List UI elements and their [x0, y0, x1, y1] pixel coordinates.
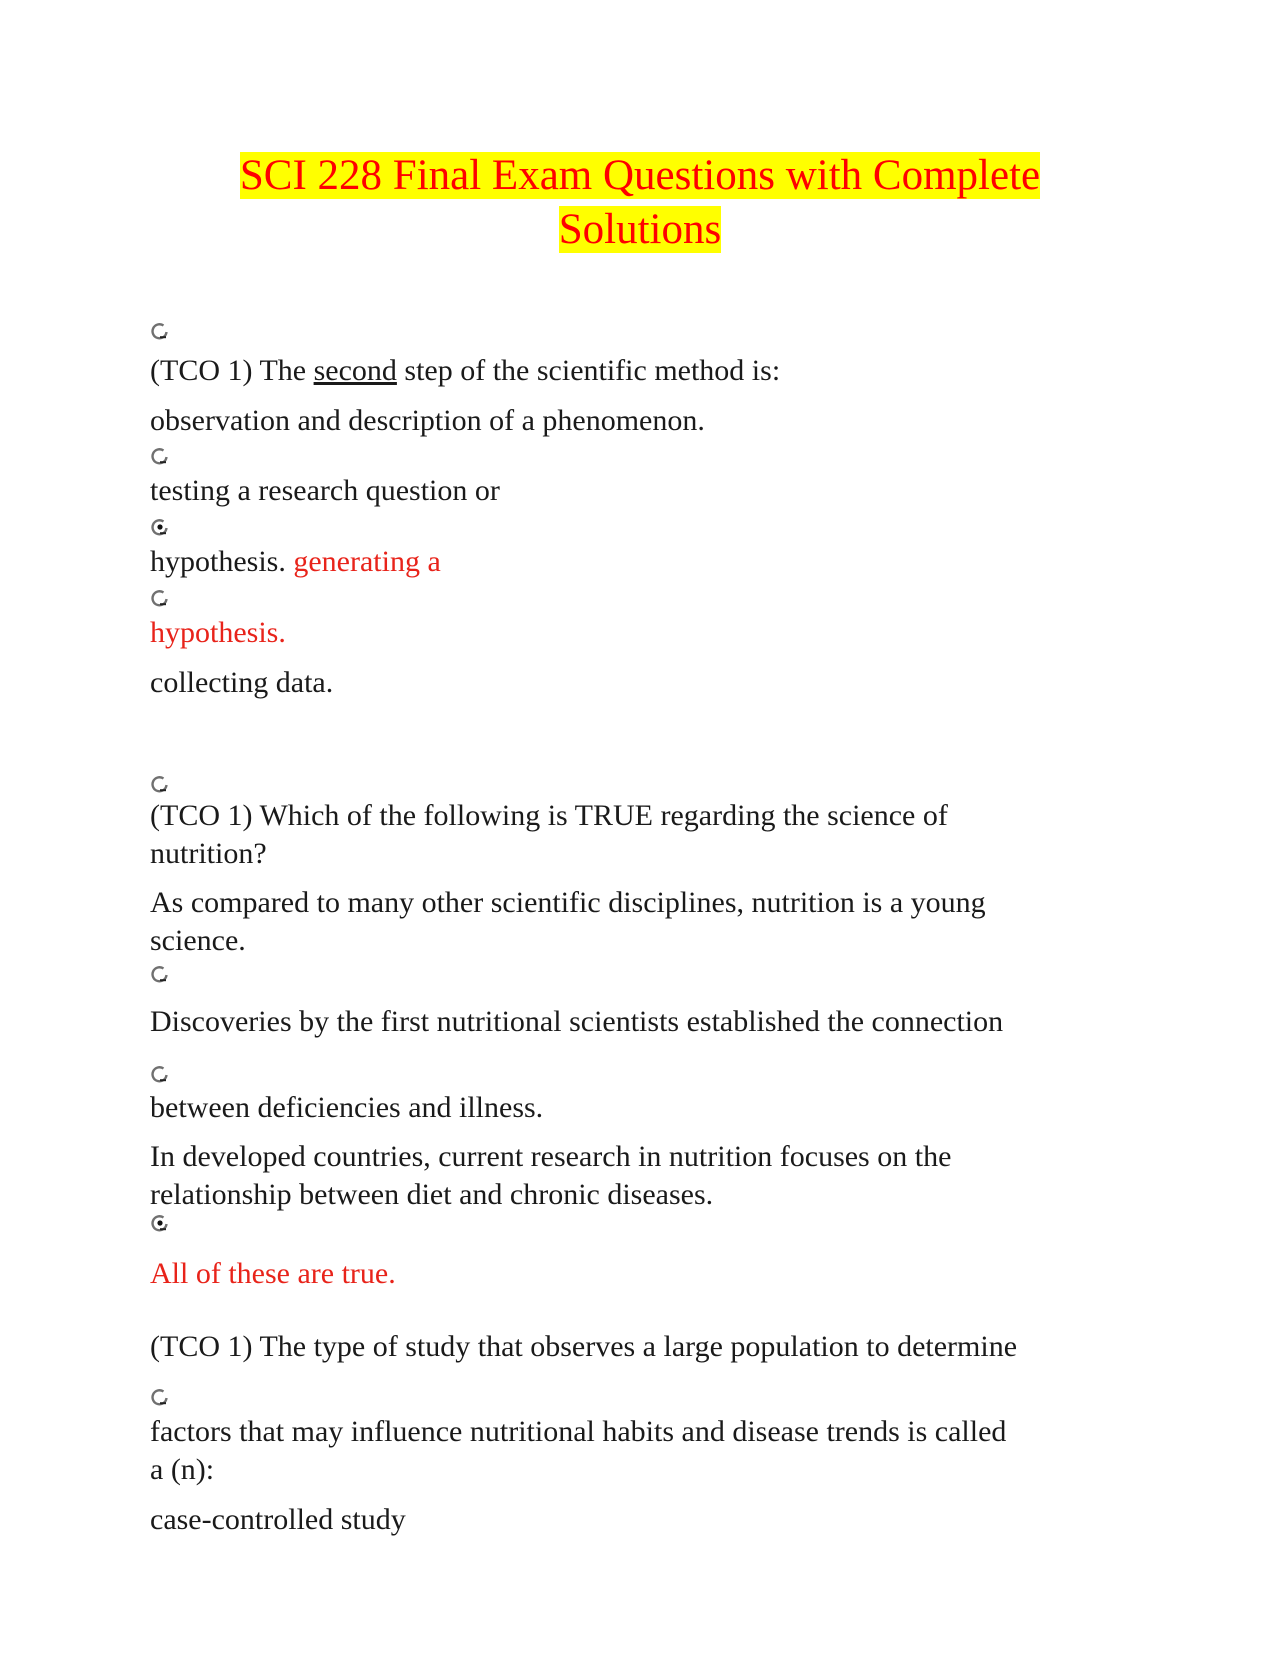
q1-correct-answer: generating a: [293, 545, 441, 578]
page-title-continued: Solutions: [558, 206, 722, 253]
radio-empty-icon[interactable]: [151, 447, 169, 465]
question-3-stem: (TCO 1) The type of study that observes a large population to determine: [150, 1330, 1018, 1363]
question-2-stem-continued: nutrition?: [150, 837, 267, 870]
q1-option-d: collecting data.: [150, 666, 334, 699]
question-3-stem-line2: factors that may influence nutritional habits and disease trends is called: [150, 1415, 1007, 1448]
radio-empty-icon[interactable]: [151, 965, 169, 983]
q2-option-b-line1: Discoveries by the first nutritional scientists established the connection: [150, 1005, 1004, 1038]
q2-option-c-line1: In developed countries, current research in nutrition focuses on the: [150, 1140, 952, 1173]
q1-option-a: observation and description of a phenomenon.: [150, 404, 705, 437]
radio-empty-icon[interactable]: [151, 1065, 169, 1083]
question-1-stem: (TCO 1) The second step of the scientific method is:: [150, 354, 781, 387]
radio-selected-icon[interactable]: [151, 1214, 169, 1232]
q2-option-a-line2: science.: [150, 924, 246, 957]
q2-option-b-line2: between deficiencies and illness.: [150, 1091, 544, 1124]
radio-empty-icon[interactable]: [151, 775, 169, 793]
q2-option-a-line1: As compared to many other scientific disciplines, nutrition is a young: [150, 886, 986, 919]
q2-correct-answer: All of these are true.: [150, 1257, 396, 1290]
radio-empty-icon[interactable]: [151, 322, 169, 340]
q2-option-c-line2: relationship between diet and chronic diseases.: [150, 1178, 714, 1211]
q3-option-a: case-controlled study: [150, 1503, 406, 1536]
question-3-stem-line3: a (n):: [150, 1453, 215, 1486]
question-2-stem: (TCO 1) Which of the following is TRUE regarding the science of: [150, 799, 948, 832]
page-title: SCI 228 Final Exam Questions with Complete: [239, 152, 1041, 199]
radio-selected-icon[interactable]: [151, 518, 169, 536]
radio-empty-icon[interactable]: [151, 1388, 169, 1406]
radio-empty-icon[interactable]: [151, 589, 169, 607]
q1-option-b-line2: hypothesis. generating a: [150, 545, 441, 578]
q1-correct-answer-continued: hypothesis.: [150, 616, 286, 649]
q1-option-b-line1: testing a research question or: [150, 474, 500, 507]
emphasis-second: second: [313, 354, 397, 387]
